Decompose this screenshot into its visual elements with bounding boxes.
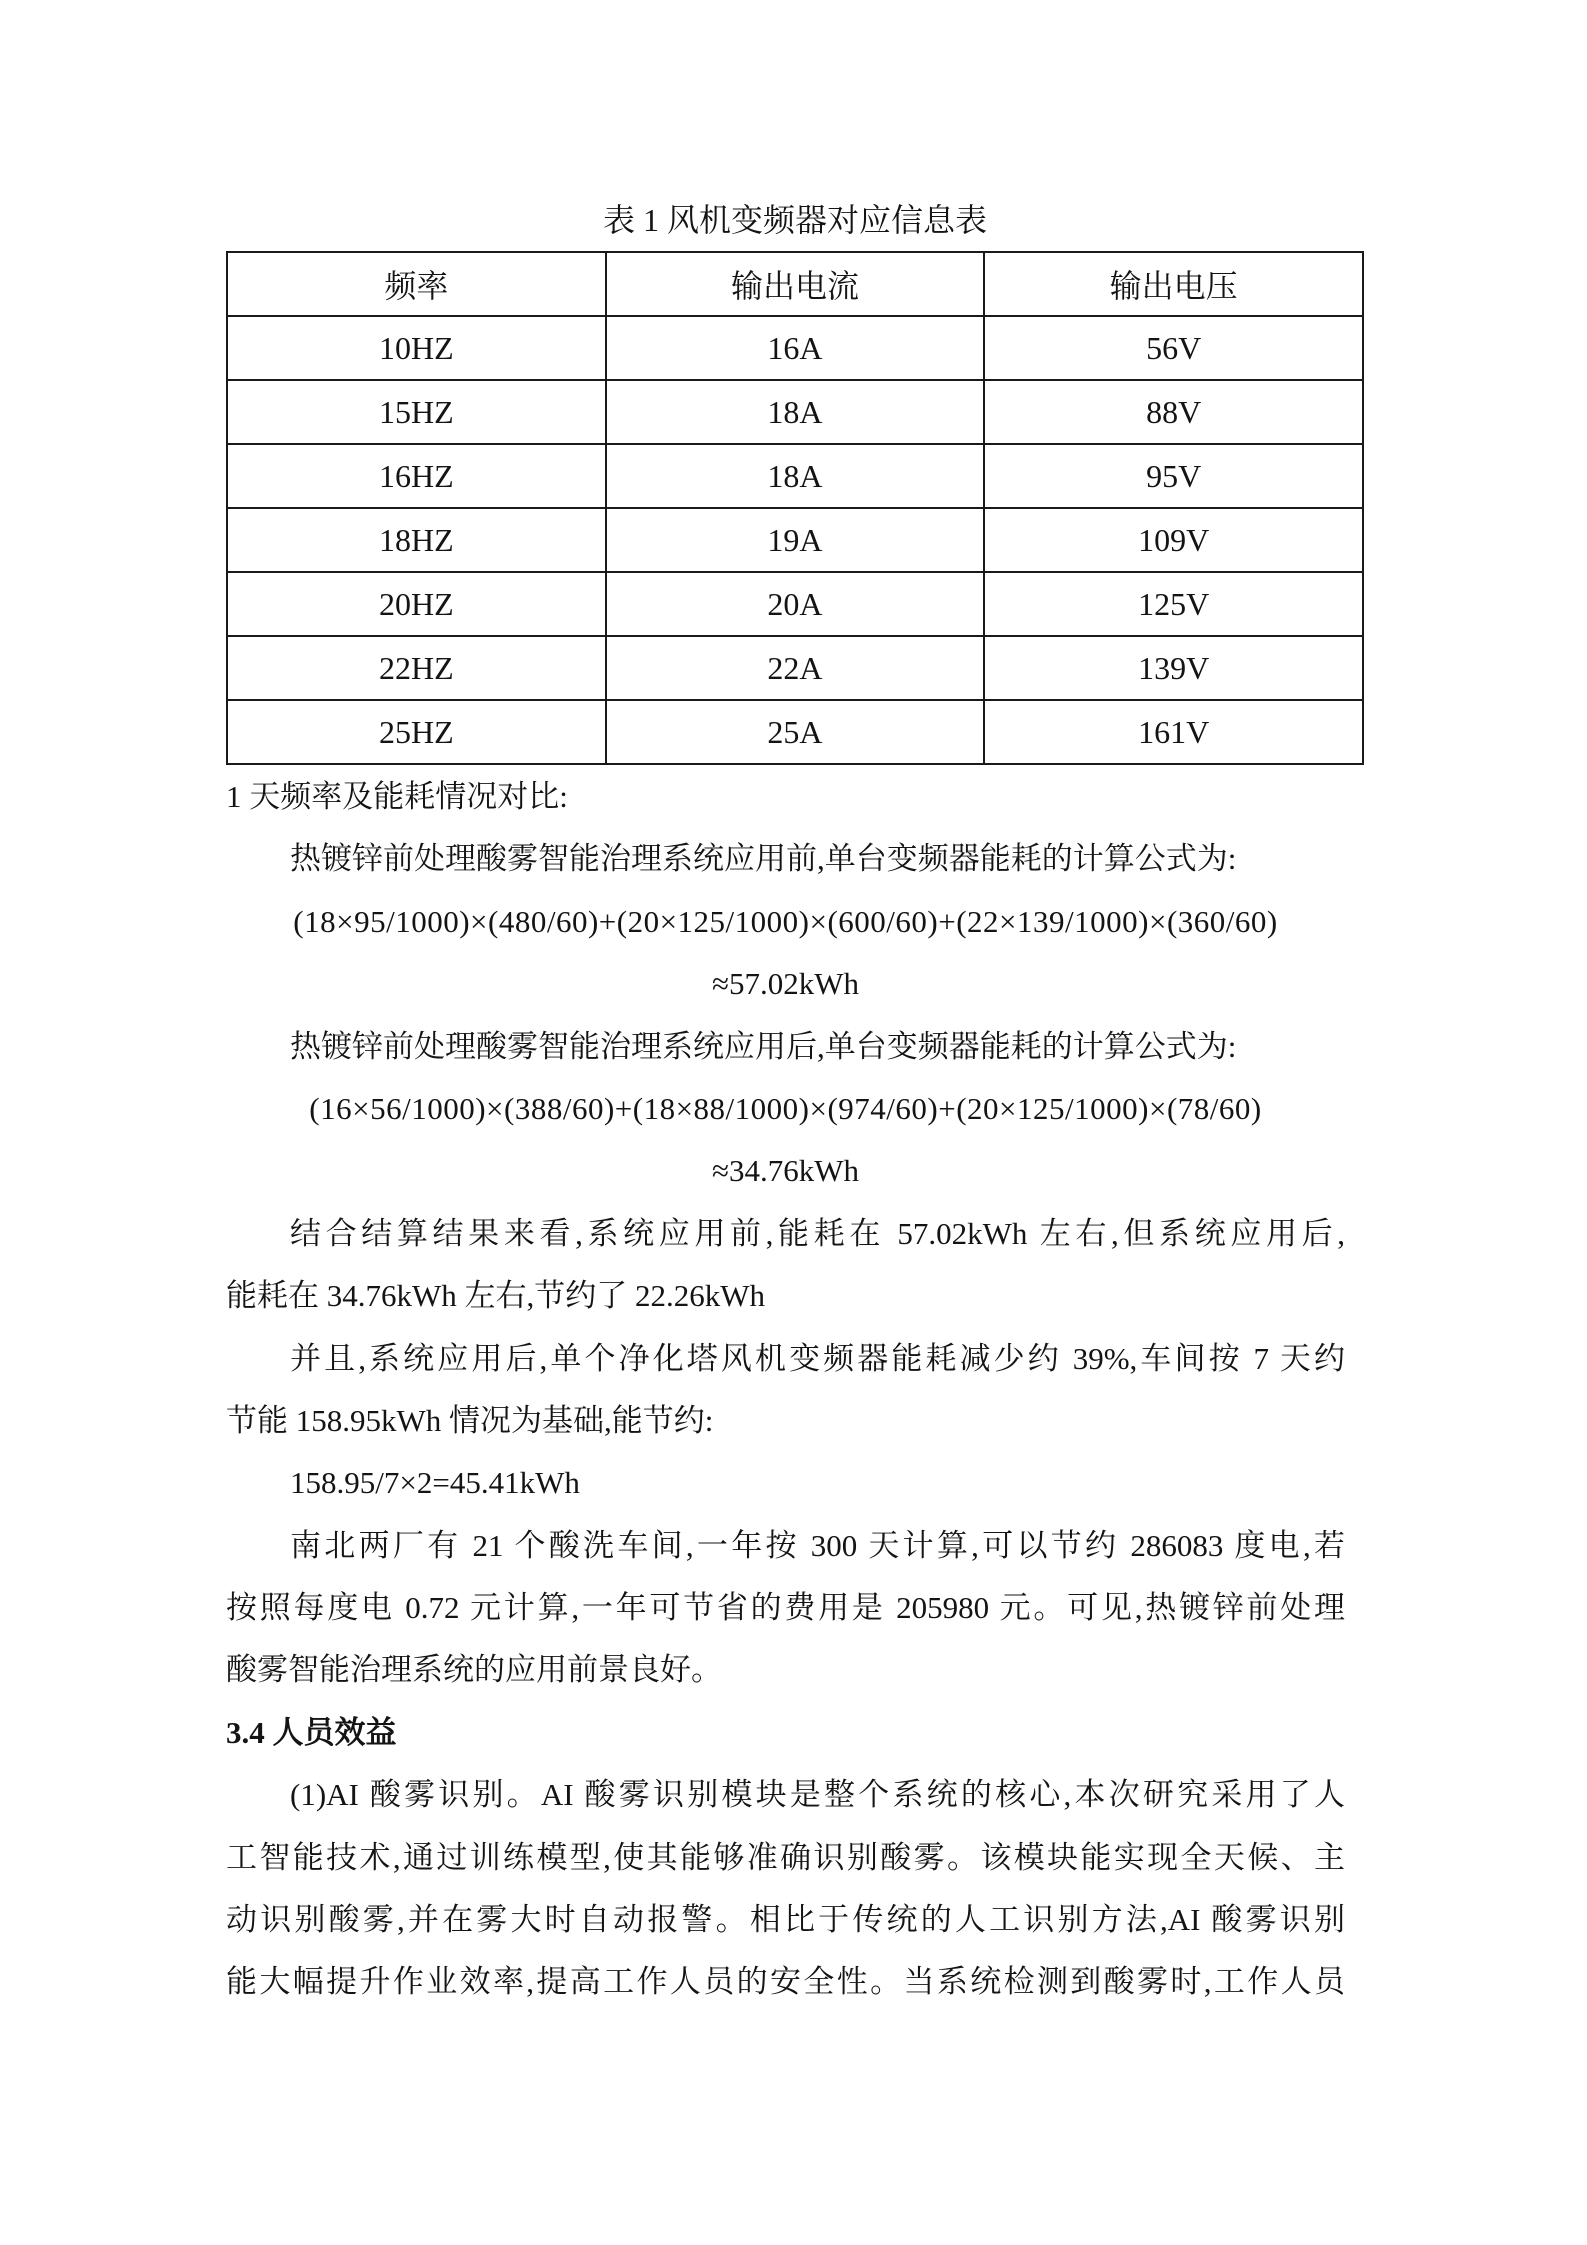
table-row <box>227 444 1363 508</box>
table-cell: 109V <box>984 508 1363 572</box>
table-cell: 16HZ <box>227 444 606 508</box>
table-cell: 25A <box>606 700 985 764</box>
table-cell: 18A <box>606 380 985 444</box>
body-line: 南北两厂有 21 个酸洗车间,一年按 300 天计算,可以节约 286083 度电,若 <box>290 1527 1345 1563</box>
body-line: 动识别酸雾,并在雾大时自动报警。相比于传统的人工识别方法,AI 酸雾识别 <box>226 1902 1345 1938</box>
body-line: 热镀锌前处理酸雾智能治理系统应用后,单台变频器能耗的计算公式为: <box>290 1028 1237 1064</box>
table-cell: 56V <box>984 316 1363 380</box>
section-heading: 3.4 人员效益 <box>226 1714 397 1750</box>
table-cell: 16A <box>606 316 985 380</box>
body-line: 节能 158.95kWh 情况为基础,能节约: <box>226 1402 714 1438</box>
body-line: (16×56/1000)×(388/60)+(18×88/1000)×(974/60)+(20×125/1000)×(78/60) <box>309 1090 1262 1126</box>
table-header-cell: 输出电压 <box>984 252 1363 316</box>
body-line: ≈57.02kWh <box>711 966 860 1002</box>
body-line: 1 天频率及能耗情况对比: <box>226 779 568 814</box>
table-cell: 20A <box>606 572 985 636</box>
body-line: 工智能技术,通过训练模型,使其能够准确识别酸雾。该模块能实现全天候、主 <box>226 1839 1345 1875</box>
body-line: 按照每度电 0.72 元计算,一年可节省的费用是 205980 元。可见,热镀锌前处理 <box>226 1590 1345 1626</box>
body-line: 热镀锌前处理酸雾智能治理系统应用前,单台变频器能耗的计算公式为: <box>290 841 1237 877</box>
body-line: (1)AI 酸雾识别。AI 酸雾识别模块是整个系统的核心,本次研究采用了人 <box>290 1777 1345 1813</box>
table-cell: 25HZ <box>227 700 606 764</box>
table-row <box>227 316 1363 380</box>
body-line: 并且,系统应用后,单个净化塔风机变频器能耗减少约 39%,车间按 7 天约 <box>290 1340 1345 1376</box>
body-line: (18×95/1000)×(480/60)+(20×125/1000)×(600/60)+(22×139/1000)×(360/60) <box>293 903 1278 939</box>
table-row <box>227 380 1363 444</box>
fan-inverter-info-table <box>226 251 1364 765</box>
body-text-block <box>226 766 1345 2014</box>
body-line: 能大幅提升作业效率,提高工作人员的安全性。当系统检测到酸雾时,工作人员 <box>226 1964 1345 2000</box>
table-cell: 20HZ <box>227 572 606 636</box>
table-cell: 22A <box>606 636 985 700</box>
table-cell: 88V <box>984 380 1363 444</box>
body-line: 能耗在 34.76kWh 左右,节约了 22.26kWh <box>226 1278 766 1314</box>
table-cell: 10HZ <box>227 316 606 380</box>
table-cell: 19A <box>606 508 985 572</box>
body-line: 酸雾智能治理系统的应用前景良好。 <box>226 1652 722 1688</box>
table-row <box>227 636 1363 700</box>
table-cell: 15HZ <box>227 380 606 444</box>
table-cell: 125V <box>984 572 1363 636</box>
table-cell: 22HZ <box>227 636 606 700</box>
table-caption: 表 1 风机变频器对应信息表 <box>602 202 987 238</box>
table-header-cell: 频率 <box>227 252 606 316</box>
table-cell: 18HZ <box>227 508 606 572</box>
body-line: ≈34.76kWh <box>711 1153 860 1189</box>
table-row <box>227 508 1363 572</box>
table-cell: 161V <box>984 700 1363 764</box>
table-row <box>227 572 1363 636</box>
table-cell: 95V <box>984 444 1363 508</box>
table-row <box>227 700 1363 764</box>
table-header-row <box>227 252 1363 316</box>
table-header-cell: 输出电流 <box>606 252 985 316</box>
body-line: 158.95/7×2=45.41kWh <box>290 1465 580 1501</box>
table-cell: 18A <box>606 444 985 508</box>
table-body <box>227 316 1363 764</box>
table-cell: 139V <box>984 636 1363 700</box>
body-line: 结合结算结果来看,系统应用前,能耗在 57.02kWh 左右,但系统应用后, <box>290 1215 1345 1251</box>
